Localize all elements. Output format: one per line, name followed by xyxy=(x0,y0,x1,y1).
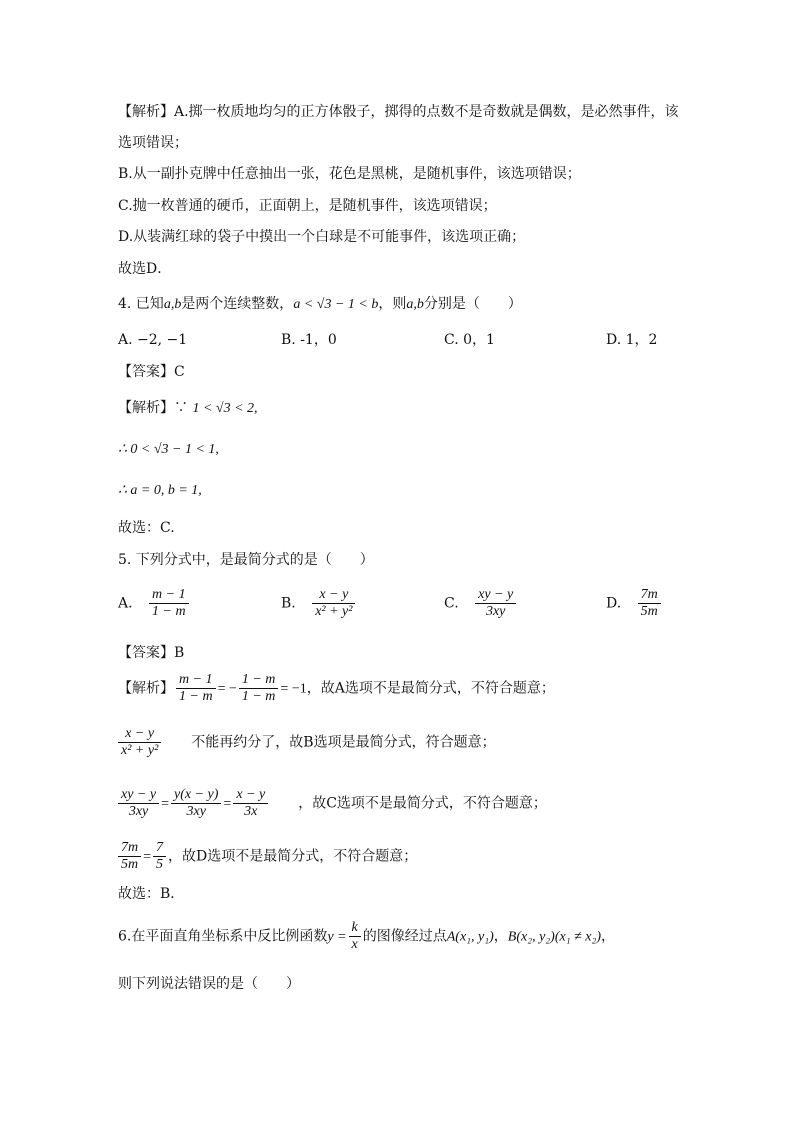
q5-option-a xyxy=(118,587,191,620)
q5-eq-c-frac3 xyxy=(233,787,268,820)
q5-eq-c-frac2-den: 3xy xyxy=(186,804,206,819)
q4-answer: 【答案】C xyxy=(118,364,185,380)
q5-eq-c-frac1 xyxy=(118,787,159,820)
q5-option-c-fraction xyxy=(475,587,516,620)
q5-option-b-fraction xyxy=(312,587,355,620)
q5-eq-a-frac2-num: 1 − m xyxy=(239,672,279,689)
q5-eq-a-frac2-den: 1 − m xyxy=(241,689,276,704)
q5-option-a-num: m − 1 xyxy=(149,587,189,604)
q5-analysis-a-text: ，故A选项不是最简分式，不符合题意； xyxy=(306,680,555,697)
q5-eq-a-frac2 xyxy=(239,672,279,705)
q4-conclusion: 故选：C. xyxy=(118,520,175,536)
q5-eq-d-frac2-den: 5 xyxy=(156,857,164,872)
q5-eq-d-frac1-num: 7m xyxy=(118,840,141,857)
q4-step1-math: 1 < √3 < 2, xyxy=(192,401,258,416)
q4-option-c: C. 0，1 xyxy=(444,332,495,348)
q4-stem-vars: a,b xyxy=(163,297,182,312)
q5-eq-a-end: = −1 xyxy=(280,681,307,697)
q5-option-d-num: 7m xyxy=(638,587,661,604)
q4-stem-vars-2: a,b xyxy=(406,297,424,312)
q4-inequality: a < √3 − 1 < b xyxy=(293,297,379,312)
q5-eq-c-frac1-num: xy − y xyxy=(118,787,159,804)
q5-eq-d-frac2-num: 7 xyxy=(153,840,166,857)
q5-eq-a-mid: = − xyxy=(217,681,237,697)
q5-eq-a-frac1-den: 1 − m xyxy=(179,689,213,704)
q3-conclusion: 故选D． xyxy=(118,261,172,277)
q5-eq-b-den: x² + y² xyxy=(121,743,159,758)
q4-analysis-step3: ∴ a = 0, b = 1, xyxy=(118,483,202,498)
q4-option-a: A. −2, −1 xyxy=(118,332,188,348)
q6-point-a: A(x₁, y₁) xyxy=(446,929,494,945)
q4-stem xyxy=(118,294,522,315)
q5-stem: 5. 下列分式中，是最简分式的是（ ） xyxy=(118,552,374,568)
q5-analysis-d-text: ，故D选项不是最简分式，不符合题意； xyxy=(168,848,418,865)
q3-analysis-line2: 选项错误； xyxy=(118,135,188,151)
q5-option-d xyxy=(606,587,663,620)
q5-analysis-label: 【解析】 xyxy=(118,680,174,697)
q5-option-b xyxy=(281,587,357,620)
q4-analysis-step1 xyxy=(118,398,258,419)
q5-option-c-label: C. xyxy=(444,595,459,612)
q5-eq-d-frac2 xyxy=(153,840,166,873)
q4-option-b: B. -1，0 xyxy=(281,332,337,348)
q5-option-b-label: B. xyxy=(281,595,296,612)
q6-stem-prefix: 6.在平面直角坐标系中反比例函数 xyxy=(118,928,328,945)
q5-eq-b-frac xyxy=(118,726,161,759)
q4-stem-then: ，则 xyxy=(378,296,407,312)
q5-option-a-fraction xyxy=(149,587,189,620)
q6-func-fraction xyxy=(349,920,361,953)
q5-eq-a-frac1 xyxy=(176,672,216,705)
q5-analysis-b xyxy=(118,726,496,759)
q5-eq-c-frac1-den: 3xy xyxy=(128,804,149,819)
q4-stem-end: 分别是（ ） xyxy=(423,296,522,312)
q5-eq-c-frac2 xyxy=(171,787,221,820)
q5-eq-d-frac1-den: 5m xyxy=(121,857,139,872)
q5-option-c xyxy=(444,587,518,620)
q5-eq-b-num: x − y xyxy=(118,726,161,743)
q5-analysis-d: $\frac{7m}{5m}$ = $\frac{7}{5}$ ，故D选项不是最简分式，不符合题意； xyxy=(118,840,417,873)
q4-stem-mid: 是两个连续整数， xyxy=(181,296,294,312)
q6-stem-end: ， xyxy=(601,928,616,945)
q3-analysis-line1: 【解析】A.掷一枚质地均匀的正方体骰子，掷得的点数不是奇数就是偶数，是必然事件，该 xyxy=(118,104,679,120)
q6-func-den: x xyxy=(351,937,358,952)
q5-option-d-label: D. xyxy=(606,595,622,612)
q5-option-b-num: x − y xyxy=(312,587,355,604)
q3-analysis-option-c: C.抛一枚普通的硬币，正面朝上，是随机事件，该选项错误； xyxy=(118,198,497,214)
q5-eq-c-frac3-num: x − y xyxy=(233,787,268,804)
q5-analysis-c: $\frac{xy - y}{3xy}$ = $\frac{y(x - y)}{3xy}$ = $\frac{x - y}{3x}$ ，故C选项不是最简分式，不符合题意； xyxy=(118,787,547,820)
q5-option-a-den: 1 − m xyxy=(152,604,186,619)
q3-analysis-option-d: D.从装满红球的袋子中摸出一个白球是不可能事件，该选项正确； xyxy=(118,229,526,245)
q5-analysis-b-text: 不能再约分了，故B选项是最简分式，符合题意； xyxy=(191,734,496,751)
q6-stem xyxy=(118,920,615,953)
q5-eq-c-frac2-num: y(x − y) xyxy=(171,787,221,804)
q6-func-lhs: y = xyxy=(327,929,347,945)
q3-analysis-option-b: B.从一副扑克牌中任意抽出一张，花色是黑桃，是随机事件，该选项错误； xyxy=(118,166,581,182)
q5-option-a-label: A. xyxy=(118,595,133,612)
q5-option-c-num: xy − y xyxy=(475,587,516,604)
q5-analysis-c-text: ，故C选项不是最简分式，不符合题意； xyxy=(298,795,547,812)
q6-stem-line2: 则下列说法错误的是（ ） xyxy=(118,976,300,992)
q5-option-d-fraction xyxy=(638,587,661,620)
q5-option-b-den: x² + y² xyxy=(315,604,353,619)
q5-option-c-den: 3xy xyxy=(485,604,506,619)
q5-answer: 【答案】B xyxy=(118,645,185,661)
q5-eq-c-frac3-den: 3x xyxy=(244,804,258,819)
q4-option-d: D. 1，2 xyxy=(606,332,658,348)
q6-separator: ， xyxy=(493,928,508,945)
q4-stem-prefix: 4. 已知 xyxy=(118,296,164,312)
q4-analysis-label: 【解析】∵ xyxy=(118,400,188,416)
q6-stem-mid: 的图像经过点 xyxy=(362,928,447,945)
q5-option-d-den: 5m xyxy=(640,604,658,619)
q5-eq-d-frac1 xyxy=(118,840,141,873)
q6-func-num: k xyxy=(349,920,361,937)
q4-analysis-step2: ∴ 0 < √3 − 1 < 1, xyxy=(118,442,219,457)
q6-point-b: B(x₂, y₂)(x₁ ≠ x₂) xyxy=(507,929,602,945)
q5-conclusion: 故选：B． xyxy=(118,886,185,902)
q5-analysis-a xyxy=(118,672,555,705)
q5-eq-a-frac1-num: m − 1 xyxy=(176,672,216,689)
